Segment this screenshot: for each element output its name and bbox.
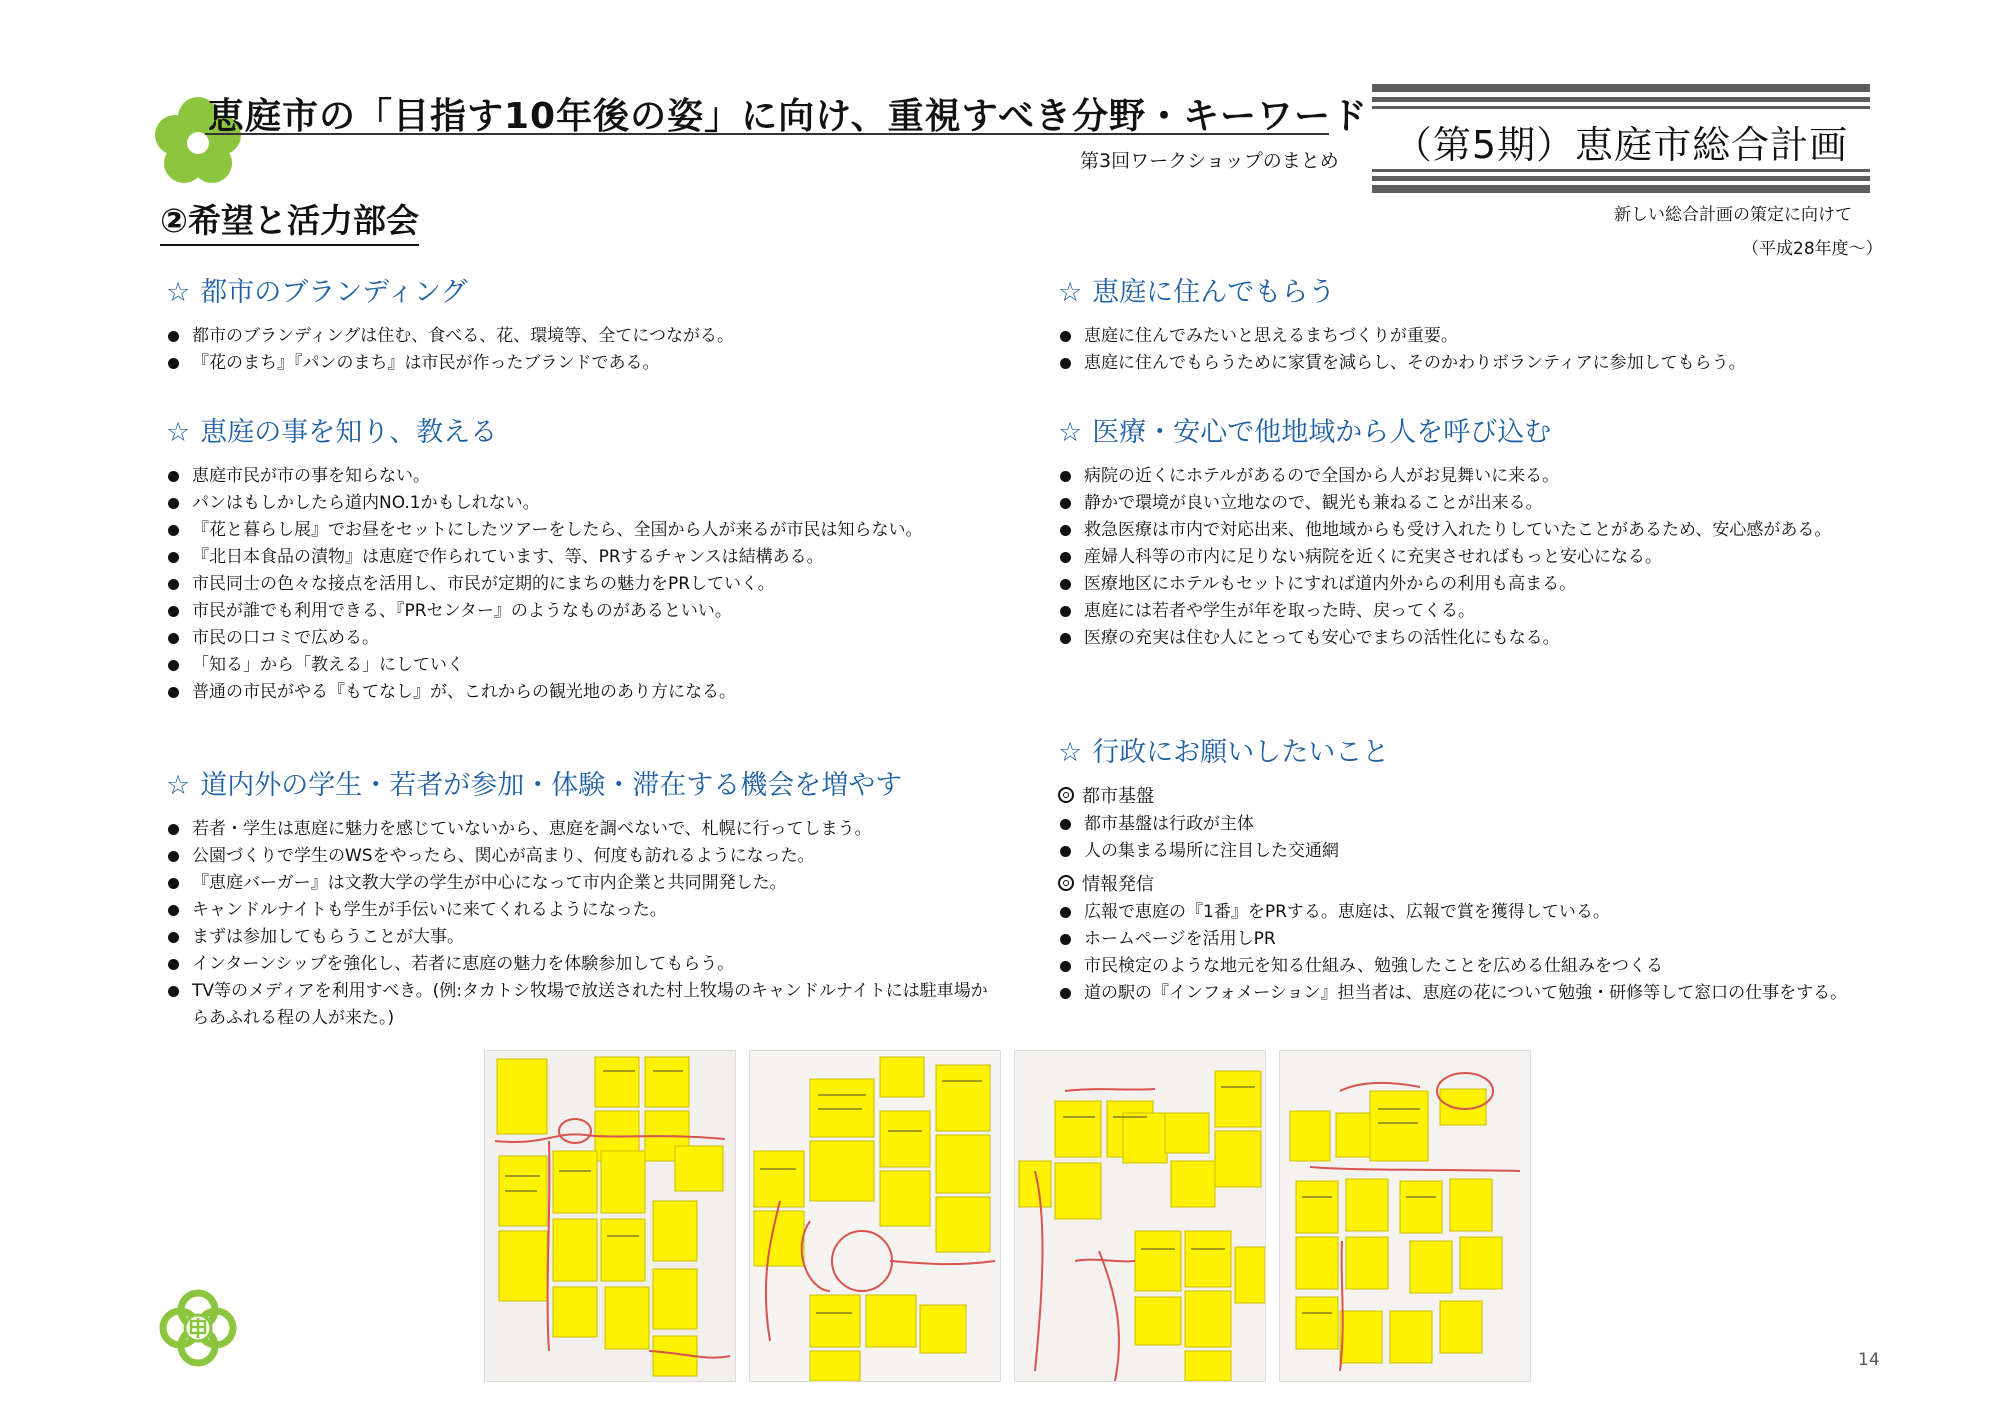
bullet-dot-icon (1060, 579, 1071, 590)
list-item: 広報で恵庭の『1番』をPRする。恵庭は、広報で賞を獲得している。 (1058, 899, 1847, 926)
bullet-dot-icon (1060, 525, 1071, 536)
bullet-dot-icon (168, 633, 179, 644)
star-icon: ☆ (166, 770, 191, 801)
bullet-dot-icon (168, 986, 179, 997)
list-item: 病院の近くにホテルがあるので全国から人がお見舞いに来る。 (1058, 463, 1831, 490)
section-medical (1058, 410, 1831, 652)
bullet-dot-icon (168, 851, 179, 862)
double-circle-icon (1058, 787, 1074, 803)
double-circle-icon (1058, 875, 1074, 891)
subheading-infrastructure: 都市基盤 (1058, 783, 1847, 811)
bullet-dot-icon (1060, 907, 1071, 918)
bullet-dot-icon (1060, 961, 1071, 972)
list-item: 『恵庭バーガー』は文教大学の学生が中心になって市内企業と共同開発した。 (166, 870, 1006, 897)
section-live (1058, 270, 1746, 377)
list-item: 都市基盤は行政が主体 (1058, 811, 1847, 838)
bullet-dot-icon (168, 552, 179, 563)
page-title: 恵庭市の「目指す10年後の姿」に向け、重視すべき分野・キーワード (208, 96, 1368, 137)
bullet-dot-icon (1060, 552, 1071, 563)
section-students (166, 763, 1006, 1032)
list-item: 救急医療は市内で対応出来、他地域からも受け入れたりしていたことがあるため、安心感がある。 (1058, 517, 1831, 544)
workshop-photo-2 (749, 1050, 1001, 1382)
bullet-dot-icon (168, 579, 179, 590)
bullet-dot-icon (1060, 471, 1071, 482)
page-number: 14 (1858, 1350, 1880, 1370)
bullet-dot-icon (168, 358, 179, 369)
bullet-dot-icon (1060, 633, 1071, 644)
star-icon: ☆ (1058, 417, 1083, 448)
bullet-dot-icon (1060, 988, 1071, 999)
star-icon: ☆ (166, 277, 191, 308)
list-item: 若者・学生は恵庭に魅力を感じていないから、恵庭を調べないで、札幌に行ってしまう。 (166, 816, 1006, 843)
list-item: 医療の充実は住む人にとっても安心でまちの活性化にもなる。 (1058, 625, 1831, 652)
list-item: 市民同士の色々な接点を活用し、市民が定期的にまちの魅力をPRしていく。 (166, 571, 923, 598)
section-gov (1058, 730, 1847, 1007)
bullet-dot-icon (168, 687, 179, 698)
star-icon: ☆ (1058, 277, 1083, 308)
bullet-dot-icon (168, 331, 179, 342)
plan-title-box (1372, 84, 1870, 194)
list-item: 恵庭に住んでみたいと思えるまちづくりが重要。 (1058, 323, 1746, 350)
list-item: ホームページを活用しPR (1058, 926, 1847, 953)
list-item: 『花と暮らし展』でお昼をセットにしたツアーをしたら、全国から人が来るが市民は知らない。 (166, 517, 923, 544)
list-item: まずは参加してもらうことが大事。 (166, 924, 1006, 951)
bullet-dot-icon (1060, 819, 1071, 830)
list-item: 市民が誰でも利用できる、『PRセンター』のようなものがあるといい。 (166, 598, 923, 625)
bullet-dot-icon (1060, 606, 1071, 617)
bullet-dot-icon (168, 498, 179, 509)
list-item: 市民の口コミで広める。 (166, 625, 923, 652)
section-know (166, 410, 923, 706)
list-item: TV等のメディアを利用すべき。(例:タカトシ牧場で放送された村上牧場のキャンドルナイトには駐車場からあふれる程の人が来た。) (166, 978, 1002, 1032)
workshop-photo-3 (1014, 1050, 1266, 1382)
star-icon: ☆ (1058, 737, 1083, 768)
bullet-dot-icon (1060, 934, 1071, 945)
bullet-dot-icon (168, 606, 179, 617)
list-item: 恵庭に住んでもらうために家賃を減らし、そのかわりボランティアに参加してもらう。 (1058, 350, 1746, 377)
plan-title: （第5期）恵庭市総合計画 (1393, 123, 1849, 167)
title-underline (205, 133, 1329, 135)
list-item: 人の集まる場所に注目した交通網 (1058, 838, 1847, 865)
bullet-dot-icon (1060, 331, 1071, 342)
list-item: 恵庭には若者や学生が年を取った時、戻ってくる。 (1058, 598, 1831, 625)
list-item: 『北日本食品の漬物』は恵庭で作られています、等、PRするチャンスは結構ある。 (166, 544, 923, 571)
bullet-dot-icon (168, 660, 179, 671)
list-item: 市民検定のような地元を知る仕組み、勉強したことを広める仕組みをつくる (1058, 953, 1847, 980)
list-item: 公園づくりで学生のWSをやったら、関心が高まり、何度も訪れるようになった。 (166, 843, 1006, 870)
section-heading: ☆ 都市のブランディング (166, 277, 468, 308)
workshop-note: 第3回ワークショップのまとめ (1080, 150, 1339, 172)
bullet-dot-icon (1060, 498, 1071, 509)
list-item: パンはもしかしたら道内NO.1かもしれない。 (166, 490, 923, 517)
bullet-dot-icon (168, 878, 179, 889)
section-branding (166, 270, 734, 377)
city-emblem-icon (158, 1288, 238, 1368)
plan-subtitle: 新しい総合計画の策定に向けて (1614, 205, 1852, 225)
list-item: 「知る」から「教える」にしていく (166, 652, 923, 679)
list-item: 都市のブランディングは住む、食べる、花、環境等、全てにつながる。 (166, 323, 734, 350)
bullet-dot-icon (168, 824, 179, 835)
plan-period: （平成28年度～） (1742, 239, 1883, 259)
bullet-dot-icon (1060, 358, 1071, 369)
section-heading: ☆ 行政にお願いしたいこと (1058, 737, 1390, 768)
section-heading: ☆ 恵庭の事を知り、教える (166, 417, 498, 448)
workshop-photo-1 (484, 1050, 736, 1382)
list-item: 道の駅の『インフォメーション』担当者は、恵庭の花について勉強・研修等して窓口の仕事をする。 (1058, 980, 1847, 1007)
list-item: 静かで環境が良い立地なので、観光も兼ねることが出来る。 (1058, 490, 1831, 517)
bullet-dot-icon (168, 959, 179, 970)
workshop-photo-4 (1279, 1050, 1531, 1382)
list-item: 医療地区にホテルもセットにすれば道内外からの利用も高まる。 (1058, 571, 1831, 598)
bullet-dot-icon (168, 905, 179, 916)
bullet-dot-icon (1060, 846, 1071, 857)
list-item: 『花のまち』『パンのまち』は市民が作ったブランドである。 (166, 350, 734, 377)
list-item: キャンドルナイトも学生が手伝いに来てくれるようになった。 (166, 897, 1006, 924)
bullet-dot-icon (168, 932, 179, 943)
section-heading: ☆ 道内外の学生・若者が参加・体験・滞在する機会を増やす (166, 770, 903, 801)
bullet-dot-icon (168, 471, 179, 482)
subheading-information: 情報発信 (1058, 871, 1847, 899)
list-item: 恵庭市民が市の事を知らない。 (166, 463, 923, 490)
star-icon: ☆ (166, 417, 191, 448)
section-heading: ☆ 恵庭に住んでもらう (1058, 277, 1336, 308)
bullet-dot-icon (168, 525, 179, 536)
section-heading: ☆ 医療・安心で他地域から人を呼び込む (1058, 417, 1552, 448)
list-item: 普通の市民がやる『もてなし』が、これからの観光地のあり方になる。 (166, 679, 923, 706)
department-title: ②希望と活力部会 (160, 195, 419, 246)
list-item: 産婦人科等の市内に足りない病院を近くに充実させればもっと安心になる。 (1058, 544, 1831, 571)
list-item: インターンシップを強化し、若者に恵庭の魅力を体験参加してもらう。 (166, 951, 1006, 978)
